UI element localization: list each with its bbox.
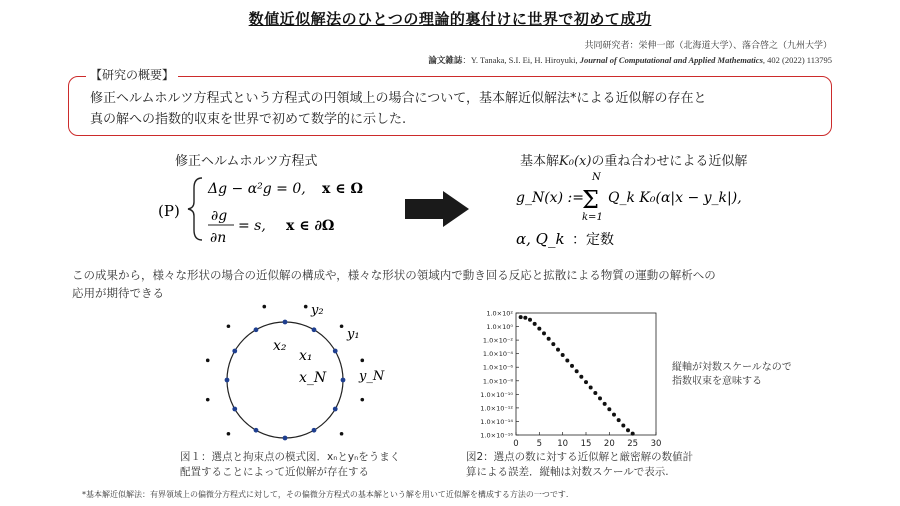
figure2-caption bbox=[466, 450, 736, 480]
data-point bbox=[537, 327, 541, 331]
researchers: 共同研究者：栄伸一郎（北海道大学）、落合啓之（九州大学） bbox=[584, 41, 832, 51]
impact-line-2: 応用が期待できる bbox=[72, 286, 164, 300]
y-tick-label: 1.0×10⁻¹⁴ bbox=[480, 417, 513, 426]
frac-num: ∂g bbox=[211, 208, 228, 224]
y-tick-label: 1.0×10⁰ bbox=[486, 323, 513, 332]
label-x1: x₁ bbox=[299, 348, 313, 364]
collocation-point bbox=[283, 436, 288, 441]
data-point bbox=[593, 391, 597, 395]
data-point bbox=[570, 364, 574, 368]
data-point bbox=[542, 331, 546, 335]
citation-label: 論文雑誌 bbox=[428, 56, 463, 66]
citation-journal: Journal of Computational and Applied Mathematics bbox=[579, 55, 763, 65]
figure2-caption-line-2: 算による誤差．縦軸は対数スケールで表示. bbox=[466, 466, 669, 478]
data-point bbox=[528, 318, 532, 322]
brace-icon bbox=[188, 178, 202, 240]
x-axis bbox=[513, 432, 661, 449]
constants: α, Q_k bbox=[516, 230, 565, 248]
figure2-caption-line-1: 図2：選点の数に対する近似解と厳密解の数値計 bbox=[466, 451, 694, 463]
y-tick-label: 1.0×10⁻¹⁰ bbox=[480, 390, 513, 399]
citation-ref: , 402 (2022) 113795 bbox=[762, 55, 832, 65]
collocation-point bbox=[333, 407, 338, 412]
approx-formula bbox=[512, 166, 752, 252]
label-y1: y₁ bbox=[347, 327, 360, 342]
eq1-lhs: Δg − α²g = 0, bbox=[208, 181, 306, 197]
equation-heading: 修正ヘルムホルツ方程式 bbox=[175, 154, 318, 169]
data-point bbox=[589, 386, 593, 390]
label-y2: y₂ bbox=[311, 303, 324, 318]
approx-heading-symbol: K₀(x) bbox=[559, 154, 592, 169]
x-tick-label: 25 bbox=[627, 439, 639, 449]
data-point bbox=[612, 413, 616, 417]
sum-symbol: Σ bbox=[582, 186, 599, 214]
eq2-domain: x ∈ ∂Ω bbox=[286, 218, 335, 234]
label-xN: x_N bbox=[299, 370, 327, 386]
page-title: 数値近似解法のひとつの理論的裏付けに世界で初めて成功 bbox=[248, 10, 652, 28]
source-point bbox=[227, 432, 231, 436]
x-tick-label: 0 bbox=[513, 439, 519, 449]
x-tick-label: 10 bbox=[557, 439, 569, 449]
source-point bbox=[227, 324, 231, 328]
label-yN: y_N bbox=[359, 369, 385, 384]
label-x2: x₂ bbox=[273, 338, 287, 354]
summary-line-1: 修正ヘルムホルツ方程式という方程式の円領域上の場合について，基本解近似解法*による近似解の存在と bbox=[90, 91, 707, 106]
data-point bbox=[575, 369, 579, 373]
x-tick-label: 30 bbox=[650, 439, 662, 449]
right-arrow-icon bbox=[405, 191, 471, 227]
data-point bbox=[584, 380, 588, 384]
y-axis bbox=[480, 310, 519, 440]
figure1-diagram bbox=[195, 298, 395, 448]
system-label: (P) bbox=[158, 202, 180, 220]
collocation-point bbox=[341, 378, 346, 383]
data-point bbox=[621, 424, 625, 428]
y-tick-label: 1.0×10⁻¹⁶ bbox=[480, 431, 513, 440]
data-point bbox=[617, 418, 621, 422]
source-points bbox=[206, 305, 364, 448]
data-point bbox=[547, 337, 551, 341]
y-tick-label: 1.0×10⁻¹² bbox=[480, 404, 513, 413]
data-points bbox=[519, 315, 635, 436]
data-point bbox=[631, 432, 635, 436]
collocation-point bbox=[312, 327, 317, 332]
data-point bbox=[519, 315, 523, 319]
collocation-point bbox=[254, 327, 259, 332]
convergence-chart bbox=[460, 303, 670, 451]
summary-line-2: 真の解への指数的収束を世界で初めて数学的に示した. bbox=[90, 112, 407, 127]
data-point bbox=[556, 348, 560, 352]
formula-rhs: Q_k K₀(α|x − y_k|), bbox=[608, 190, 742, 206]
data-point bbox=[579, 375, 583, 379]
chart-note: 縦軸が対数スケールなので指数収束を意味する bbox=[672, 362, 792, 387]
approx-heading-pre: 基本解 bbox=[520, 154, 560, 169]
figure1-caption bbox=[180, 450, 430, 480]
data-point bbox=[603, 402, 607, 406]
source-point bbox=[340, 432, 344, 436]
impact-text bbox=[72, 266, 832, 302]
frac-den: ∂n bbox=[210, 230, 227, 246]
citation-authors: ：Y. Tanaka, S.I. Ei, H. Hiroyuki, bbox=[462, 55, 580, 65]
source-point bbox=[360, 359, 364, 363]
equation-system bbox=[150, 168, 410, 250]
y-tick-label: 1.0×10⁻⁸ bbox=[482, 377, 513, 386]
source-point bbox=[262, 305, 266, 309]
collocation-point bbox=[254, 428, 259, 433]
collocation-point bbox=[312, 428, 317, 433]
source-point bbox=[340, 324, 344, 328]
data-point bbox=[565, 358, 569, 362]
data-point bbox=[607, 407, 611, 411]
eq1-domain: x ∈ Ω bbox=[322, 181, 363, 197]
sum-lower: k=1 bbox=[582, 212, 603, 223]
data-point bbox=[626, 428, 630, 432]
collocation-point bbox=[225, 378, 230, 383]
figure1-caption-line-1: 図１：選点と拘束点の模式図．xₙとyₙをうまく bbox=[180, 451, 401, 463]
y-tick-label: 1.0×10⁻⁴ bbox=[482, 350, 513, 359]
source-point bbox=[206, 359, 210, 363]
data-point bbox=[551, 342, 555, 346]
source-point bbox=[304, 305, 308, 309]
data-point bbox=[598, 396, 602, 400]
y-tick-label: 1.0×10² bbox=[486, 309, 513, 318]
data-point bbox=[561, 353, 565, 357]
x-tick-label: 5 bbox=[536, 439, 543, 449]
constants-desc: ：定数 bbox=[572, 232, 614, 248]
data-point bbox=[533, 322, 537, 326]
summary-label: 【研究の概要】 bbox=[86, 66, 178, 83]
collocation-point bbox=[232, 407, 237, 412]
y-tick-label: 1.0×10⁻⁶ bbox=[482, 363, 513, 372]
collocation-point bbox=[283, 320, 288, 325]
figure1-caption-line-2: 配置することによって近似解が存在する bbox=[180, 466, 369, 478]
y-tick-label: 1.0×10⁻² bbox=[482, 336, 513, 345]
collocation-point bbox=[333, 349, 338, 354]
approx-heading-post: の重ね合わせによる近似解 bbox=[591, 154, 748, 169]
impact-line-1: この成果から，様々な形状の場合の近似解の構成や，様々な形状の領域内で動き回る反応と拡散による物質の運動の解析への bbox=[72, 268, 716, 282]
footnote: *基本解近似解法：有界領域上の偏微分方程式に対して，その偏微分方程式の基本解という解を用いて近似解を構成する方法の一つです. bbox=[82, 490, 569, 499]
x-tick-label: 20 bbox=[603, 439, 615, 449]
eq2-rhs: = s, bbox=[238, 218, 266, 234]
citation bbox=[428, 54, 832, 66]
data-point bbox=[523, 316, 527, 320]
source-point bbox=[360, 398, 364, 402]
formula-lhs: g_N(x) := bbox=[516, 190, 584, 206]
x-tick-label: 15 bbox=[580, 439, 592, 449]
source-point bbox=[206, 398, 210, 402]
sum-upper: N bbox=[592, 172, 601, 183]
summary-text bbox=[90, 88, 820, 130]
collocation-point bbox=[232, 349, 237, 354]
plot-frame bbox=[516, 313, 656, 435]
